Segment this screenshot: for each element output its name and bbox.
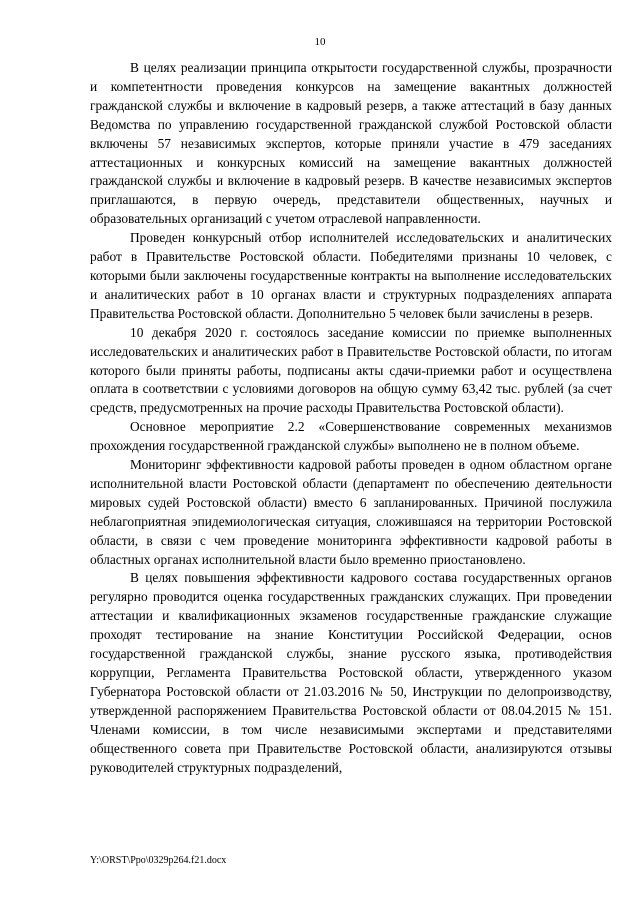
paragraph-monitoring: Мониторинг эффективности кадровой работы проведен в одном областном органе исполнительной власти Ростовской области (департамент по обеспечению деятельности мировых судей Ростовской области) вместо 6 запланированных. Причиной послужила неблагоприятная эпидемиологическая ситуация, сложившаяся на территории Ростовской области, в связи с чем проведение мониторинга эффективности кадровой работы в областных органах исполнительной власти было временно приостановлено. <box>90 457 612 567</box>
paragraph-staff-evaluation: В целях повышения эффективности кадрового состава государственных органов регулярно проводится оценка государственных гражданских служащих. При проведении аттестации и квалификационных экзаменов государственные гражданские служащие проходят тестирование на знание Конституции Российской Федерации, основ государственной гражданской службы, знание русского языка, противодействия коррупции, Регламента Правительства Ростовской области, утвержденного указом Губернатора Ростовской области от 21.03.2016 № 50, Инструкции по делопроизводству, утвержденной распоряжением Правительства Ростовской области от 08.04.2015 № 151. Членами комиссии, в том числе независимыми экспертами и представителями общественного совета при Правительстве Ростовской области, анализируются отзывы руководителей структурных подразделений, <box>90 570 612 775</box>
paragraph-main-measure: Основное мероприятие 2.2 «Совершенствование современных механизмов прохождения государственной гражданской службы» выполнено не в полном объеме. <box>90 419 612 454</box>
document-body <box>90 59 612 777</box>
footer-file-path: Y:\ORST\Ppo\0329p264.f21.docx <box>90 855 227 866</box>
paragraph-acceptance-commission: 10 декабря 2020 г. состоялось заседание комиссии по приемке выполненных исследовательских и аналитических работ в Правительстве Ростовской области, по итогам которого были приняты работы, подписаны акты сдачи-приемки работ и осуществлена оплата в соответствии с условиями договоров на общую сумму 63,42 тыс. рублей (за счет средств, предусмотренных на прочие расходы Правительства Ростовской области). <box>90 324 612 416</box>
page-number: 10 <box>314 36 326 48</box>
paragraph-independent-experts: В целях реализации принципа открытости государственной службы, прозрачности и компетентности проведения конкурсов на замещение вакантных должностей гражданской службы и включение в кадровый резерв, а также аттестаций в базу данных Ведомства по управлению государственной гражданской службой Ростовской области включены 57 независимых экспертов, которые приняли участие в 479 заседаниях аттестационных и конкурсных комиссий на замещение вакантных должностей гражданской службы и включение в кадровый резерв. В качестве независимых экспертов приглашаются, в первую очередь, представители общественных, научных и образовательных организаций с учетом отраслевой направленности. <box>90 60 612 227</box>
paragraph-research-contest: Проведен конкурсный отбор исполнителей исследовательских и аналитических работ в Правительстве Ростовской области. Победителями признаны 10 человек, с которыми были заключены государственные контракты на выполнение исследовательских и аналитических работ в 10 органах власти и структурных подразделениях аппарата Правительства Ростовской области. Дополнительно 5 человек были зачислены в резерв. <box>90 230 612 321</box>
